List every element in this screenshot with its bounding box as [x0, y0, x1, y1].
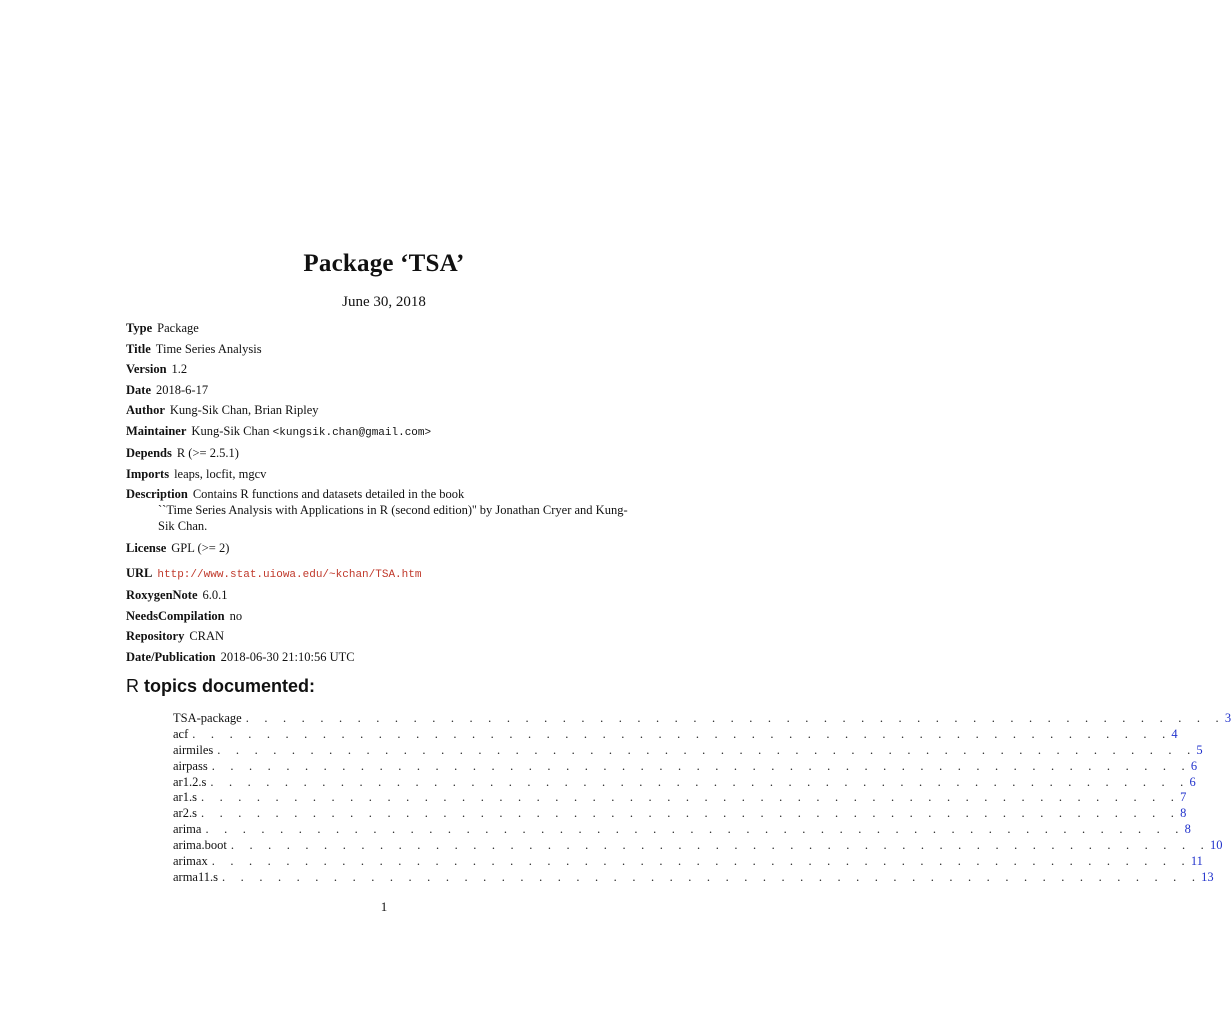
field-label: Date: [126, 382, 151, 397]
toc-leader-dots: . . . . . . . . . . . . . . . . . . . . . . . . . . . . . . . . . . . . . . . . . . . . . . . . . . . . .: [200, 790, 1181, 805]
page-number: 1: [380, 899, 388, 914]
field-value: R (>= 2.5.1): [176, 446, 239, 460]
maintainer-email: <kungsik.chan@gmail.com>: [272, 426, 432, 439]
toc-entry[interactable]: [173, 854, 1203, 870]
toc-leader-dots: . . . . . . . . . . . . . . . . . . . . . . . . . . . . . . . . . . . . . . . . . . . . . . . . . . . . .: [200, 806, 1181, 821]
field-label: Version: [126, 362, 167, 376]
toc-entry[interactable]: [173, 869, 1214, 886]
toc-leader-dots: . . . . . . . . . . . . . . . . . . . . . . . . . . . . . . . . . . . . . . . . . . . . . . . . . . . . .: [192, 726, 1172, 741]
toc-entry[interactable]: [173, 726, 1178, 743]
field-label: Imports: [126, 466, 170, 481]
toc-entry-name[interactable]: ar1.s: [173, 790, 197, 805]
toc-entry-name[interactable]: arima: [173, 822, 202, 837]
toc-page-link[interactable]: 11: [1190, 854, 1203, 869]
field-imports: [126, 464, 646, 485]
toc-page-link[interactable]: 5: [1196, 742, 1203, 757]
url-link[interactable]: http://www.stat.uiowa.edu/~kchan/TSA.htm: [157, 568, 422, 581]
field-value: Kung-Sik Chan, Brian Ripley: [169, 403, 319, 417]
field-repository: [126, 626, 646, 647]
field-label: RoxygenNote: [126, 588, 198, 602]
toc-page-link[interactable]: 7: [1180, 790, 1187, 805]
field-value: CRAN: [189, 629, 225, 643]
field-value: leaps, locfit, mgcv: [174, 466, 267, 481]
description-line-2: ``Time Series Analysis with Applications in R (second edition)'' by Jonathan Cryer and Kung-: [158, 503, 628, 517]
field-label: Depends: [126, 446, 172, 460]
field-description: [126, 484, 646, 534]
toc-leader-dots: . . . . . . . . . . . . . . . . . . . . . . . . . . . . . . . . . . . . . . . . . . . . . . . . . . . . .: [210, 774, 1190, 789]
field-value: GPL (>= 2): [171, 541, 230, 555]
field-date: [126, 380, 646, 401]
toc-page-link[interactable]: 10: [1209, 838, 1223, 853]
toc-entry-name[interactable]: ar2.s: [173, 806, 197, 821]
description-line-1: Contains R functions and datasets detailed in the book: [192, 487, 465, 501]
toc-leader-dots: . . . . . . . . . . . . . . . . . . . . . . . . . . . . . . . . . . . . . . . . . . . . . . . . . . . . .: [205, 822, 1185, 837]
field-label: Maintainer: [126, 423, 187, 438]
toc-entry-name[interactable]: TSA-package: [173, 711, 242, 725]
field-license: [126, 538, 646, 559]
toc-leader-dots: . . . . . . . . . . . . . . . . . . . . . . . . . . . . . . . . . . . . . . . . . . . . . . . . . . . . .: [217, 742, 1197, 757]
toc-leader-dots: . . . . . . . . . . . . . . . . . . . . . . . . . . . . . . . . . . . . . . . . . . . . . . . . . . . . .: [211, 758, 1191, 773]
field-needs-compilation: [126, 606, 646, 627]
toc-entry[interactable]: [173, 822, 1191, 838]
field-label: License: [126, 541, 167, 555]
package-date: June 30, 2018: [342, 294, 426, 310]
field-value: 6.0.1: [202, 588, 228, 602]
field-maintainer: [126, 421, 646, 444]
package-title: Package ‘TSA’: [303, 250, 465, 277]
package-fields: [126, 318, 646, 667]
field-label: Repository: [126, 629, 185, 643]
topics-heading: [126, 676, 315, 697]
toc-page-link[interactable]: 8: [1184, 822, 1191, 837]
toc-page-link[interactable]: 3: [1224, 711, 1231, 725]
field-value: Kung-Sik Chan: [191, 423, 270, 438]
description-line-3: Sik Chan.: [158, 519, 208, 533]
toc-entry[interactable]: [173, 742, 1203, 759]
toc-entry-name[interactable]: arma11.s: [173, 869, 219, 884]
toc-leader-dots: . . . . . . . . . . . . . . . . . . . . . . . . . . . . . . . . . . . . . . . . . . . . . . . . . . . . .: [211, 854, 1191, 869]
toc-entry[interactable]: [173, 838, 1223, 854]
toc-leader-dots: . . . . . . . . . . . . . . . . . . . . . . . . . . . . . . . . . . . . . . . . . . . . . . . . . . . . .: [222, 869, 1202, 884]
field-roxygen: [126, 585, 646, 606]
toc-page-link[interactable]: 13: [1201, 869, 1214, 884]
field-author: [126, 400, 646, 421]
toc-entry-name[interactable]: acf: [173, 726, 189, 741]
toc-leader-dots: . . . . . . . . . . . . . . . . . . . . . . . . . . . . . . . . . . . . . . . . . . . . . . . . . . . . .: [245, 711, 1225, 725]
toc-entry-name[interactable]: arima.boot: [173, 838, 227, 853]
toc-entry-name[interactable]: airpass: [173, 758, 208, 773]
toc-page-link[interactable]: 6: [1190, 758, 1198, 773]
toc-entry[interactable]: [173, 774, 1196, 791]
toc-entry-name[interactable]: arimax: [173, 854, 208, 869]
toc-page-link[interactable]: 6: [1189, 774, 1196, 789]
field-label: URL: [126, 565, 153, 580]
field-value: 2018-06-30 21:10:56 UTC: [220, 649, 355, 664]
field-label: Title: [126, 341, 151, 356]
toc-entry[interactable]: [173, 758, 1198, 775]
field-url: [126, 563, 646, 586]
field-value: no: [229, 608, 243, 623]
field-label: NeedsCompilation: [126, 608, 225, 623]
toc-entry[interactable]: [173, 711, 1231, 727]
toc-entry-name[interactable]: airmiles: [173, 742, 214, 757]
field-type: [126, 318, 646, 339]
toc-entry[interactable]: [173, 806, 1187, 822]
toc-leader-dots: . . . . . . . . . . . . . . . . . . . . . . . . . . . . . . . . . . . . . . . . . . . . . . . . . . . . .: [230, 838, 1210, 853]
field-version: [126, 359, 646, 380]
field-label: Author: [126, 403, 165, 417]
field-depends: [126, 443, 646, 464]
field-label: Date/Publication: [126, 649, 216, 664]
topics-toc: [173, 711, 1231, 886]
toc-page-link[interactable]: 4: [1171, 726, 1178, 741]
field-value: Time Series Analysis: [155, 341, 262, 356]
field-value: Package: [157, 321, 199, 335]
topics-heading-text: topics documented:: [139, 676, 316, 696]
topics-heading-prefix: R: [126, 676, 139, 696]
toc-entry-name[interactable]: ar1.2.s: [173, 774, 207, 789]
toc-page-link[interactable]: 8: [1180, 806, 1187, 821]
field-title: [126, 339, 646, 360]
toc-entry[interactable]: [173, 790, 1187, 806]
field-label: Description: [126, 487, 188, 501]
field-value: 1.2: [171, 362, 188, 376]
field-value: 2018-6-17: [156, 382, 209, 397]
field-date-publication: [126, 647, 646, 668]
field-label: Type: [126, 321, 153, 335]
